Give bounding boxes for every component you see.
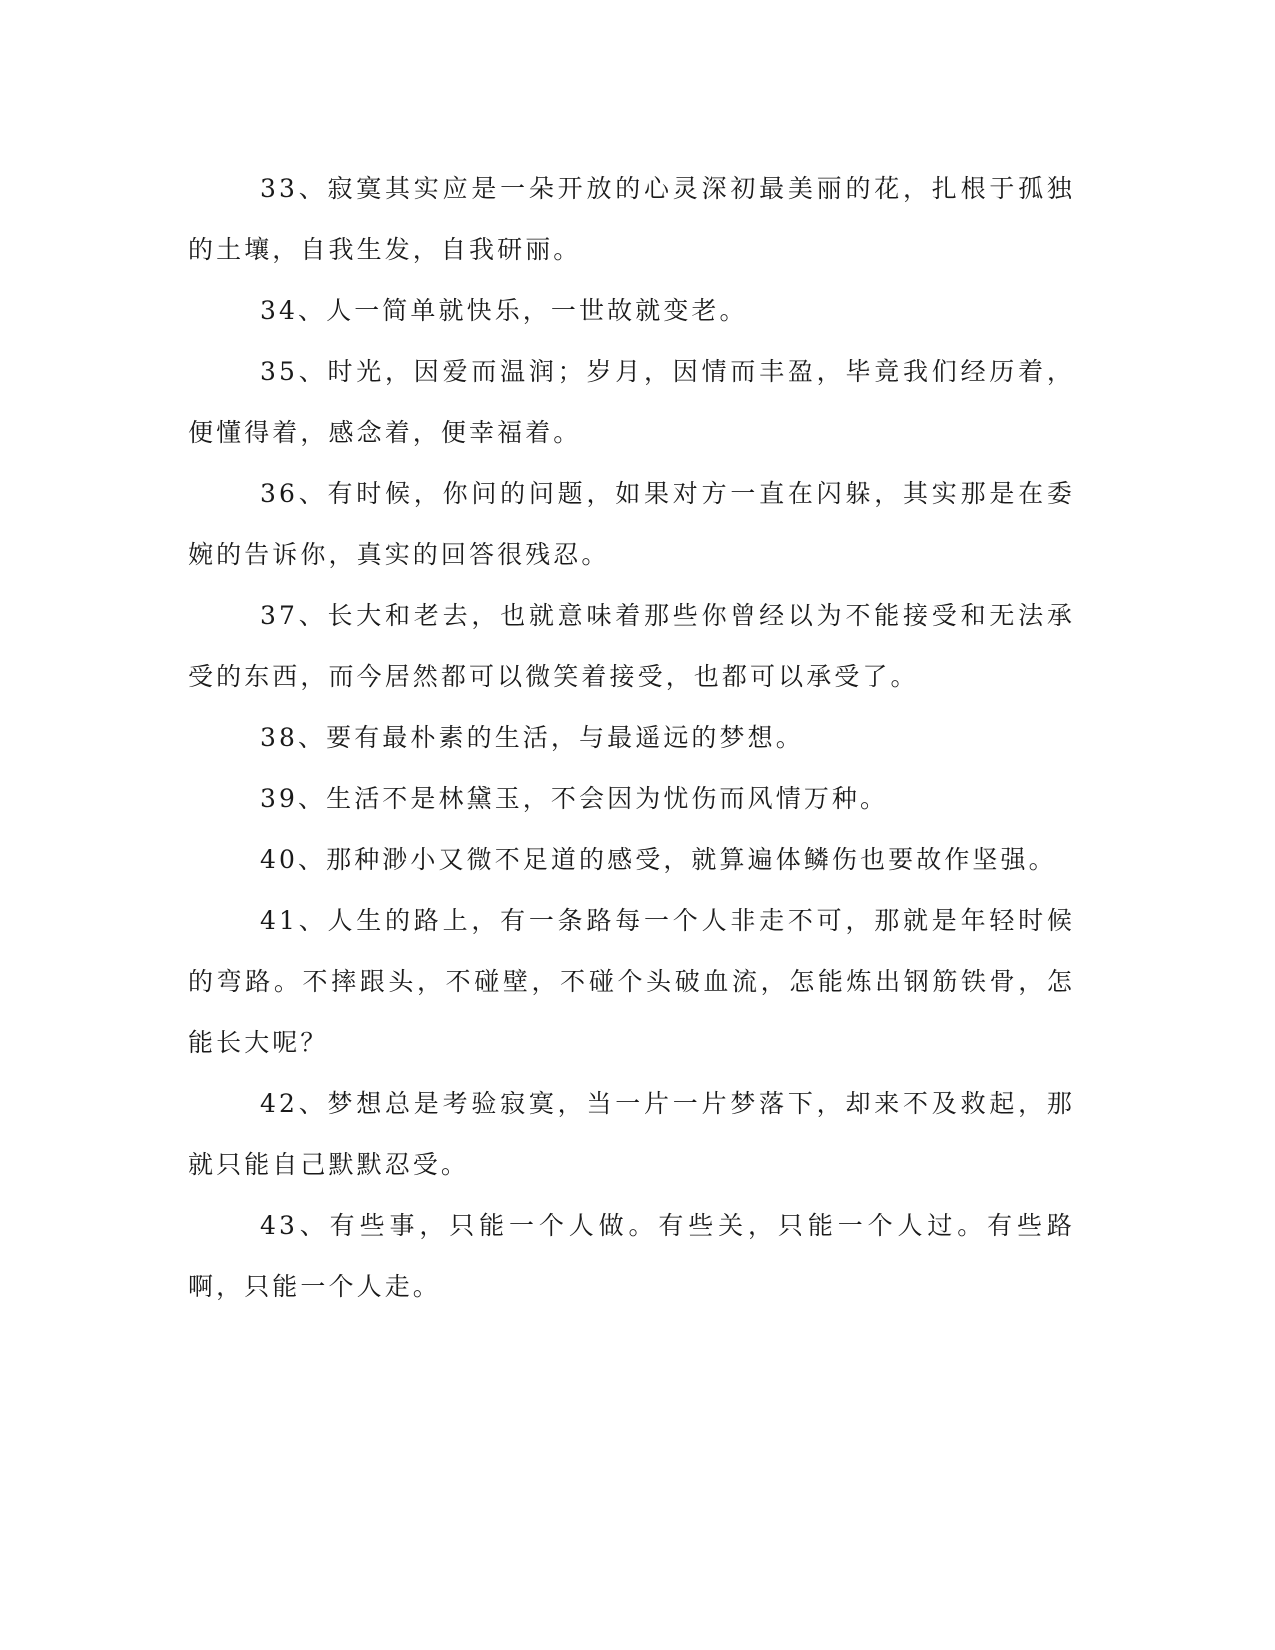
paragraph-38: 38、要有最朴素的生活，与最遥远的梦想。 (260, 723, 804, 752)
paragraph-35: 35、时光，因爱而温润；岁月，因情而丰盈，毕竟我们经历着，便懂得着，感念着，便幸福着。 (188, 357, 1075, 447)
paragraph-43: 43、有些事，只能一个人做。有些关，只能一个人过。有些路啊，只能一个人走。 (188, 1211, 1075, 1301)
paragraph-42: 42、梦想总是考验寂寞，当一片一片梦落下，却来不及救起，那就只能自己默默忍受。 (188, 1089, 1075, 1179)
paragraph-36: 36、有时候，你问的问题，如果对方一直在闪躲，其实那是在委婉的告诉你，真实的回答很残忍。 (188, 479, 1075, 569)
document-body (188, 158, 1075, 1317)
paragraph-33: 33、寂寞其实应是一朵开放的心灵深初最美丽的花，扎根于孤独的土壤，自我生发，自我研丽。 (188, 174, 1075, 264)
paragraph-41: 41、人生的路上，有一条路每一个人非走不可，那就是年轻时候的弯路。不摔跟头，不碰壁，不碰个头破血流，怎能炼出钢筋铁骨，怎能长大呢？ (188, 906, 1075, 1057)
paragraph-40: 40、那种渺小又微不足道的感受，就算遍体鳞伤也要故作坚强。 (260, 845, 1057, 874)
paragraph-39: 39、生活不是林黛玉，不会因为忧伤而风情万种。 (260, 784, 889, 813)
paragraph-34: 34、人一简单就快乐，一世故就变老。 (260, 296, 748, 325)
paragraph-37: 37、长大和老去，也就意味着那些你曾经以为不能接受和无法承受的东西，而今居然都可以微笑着接受，也都可以承受了。 (188, 601, 1075, 691)
